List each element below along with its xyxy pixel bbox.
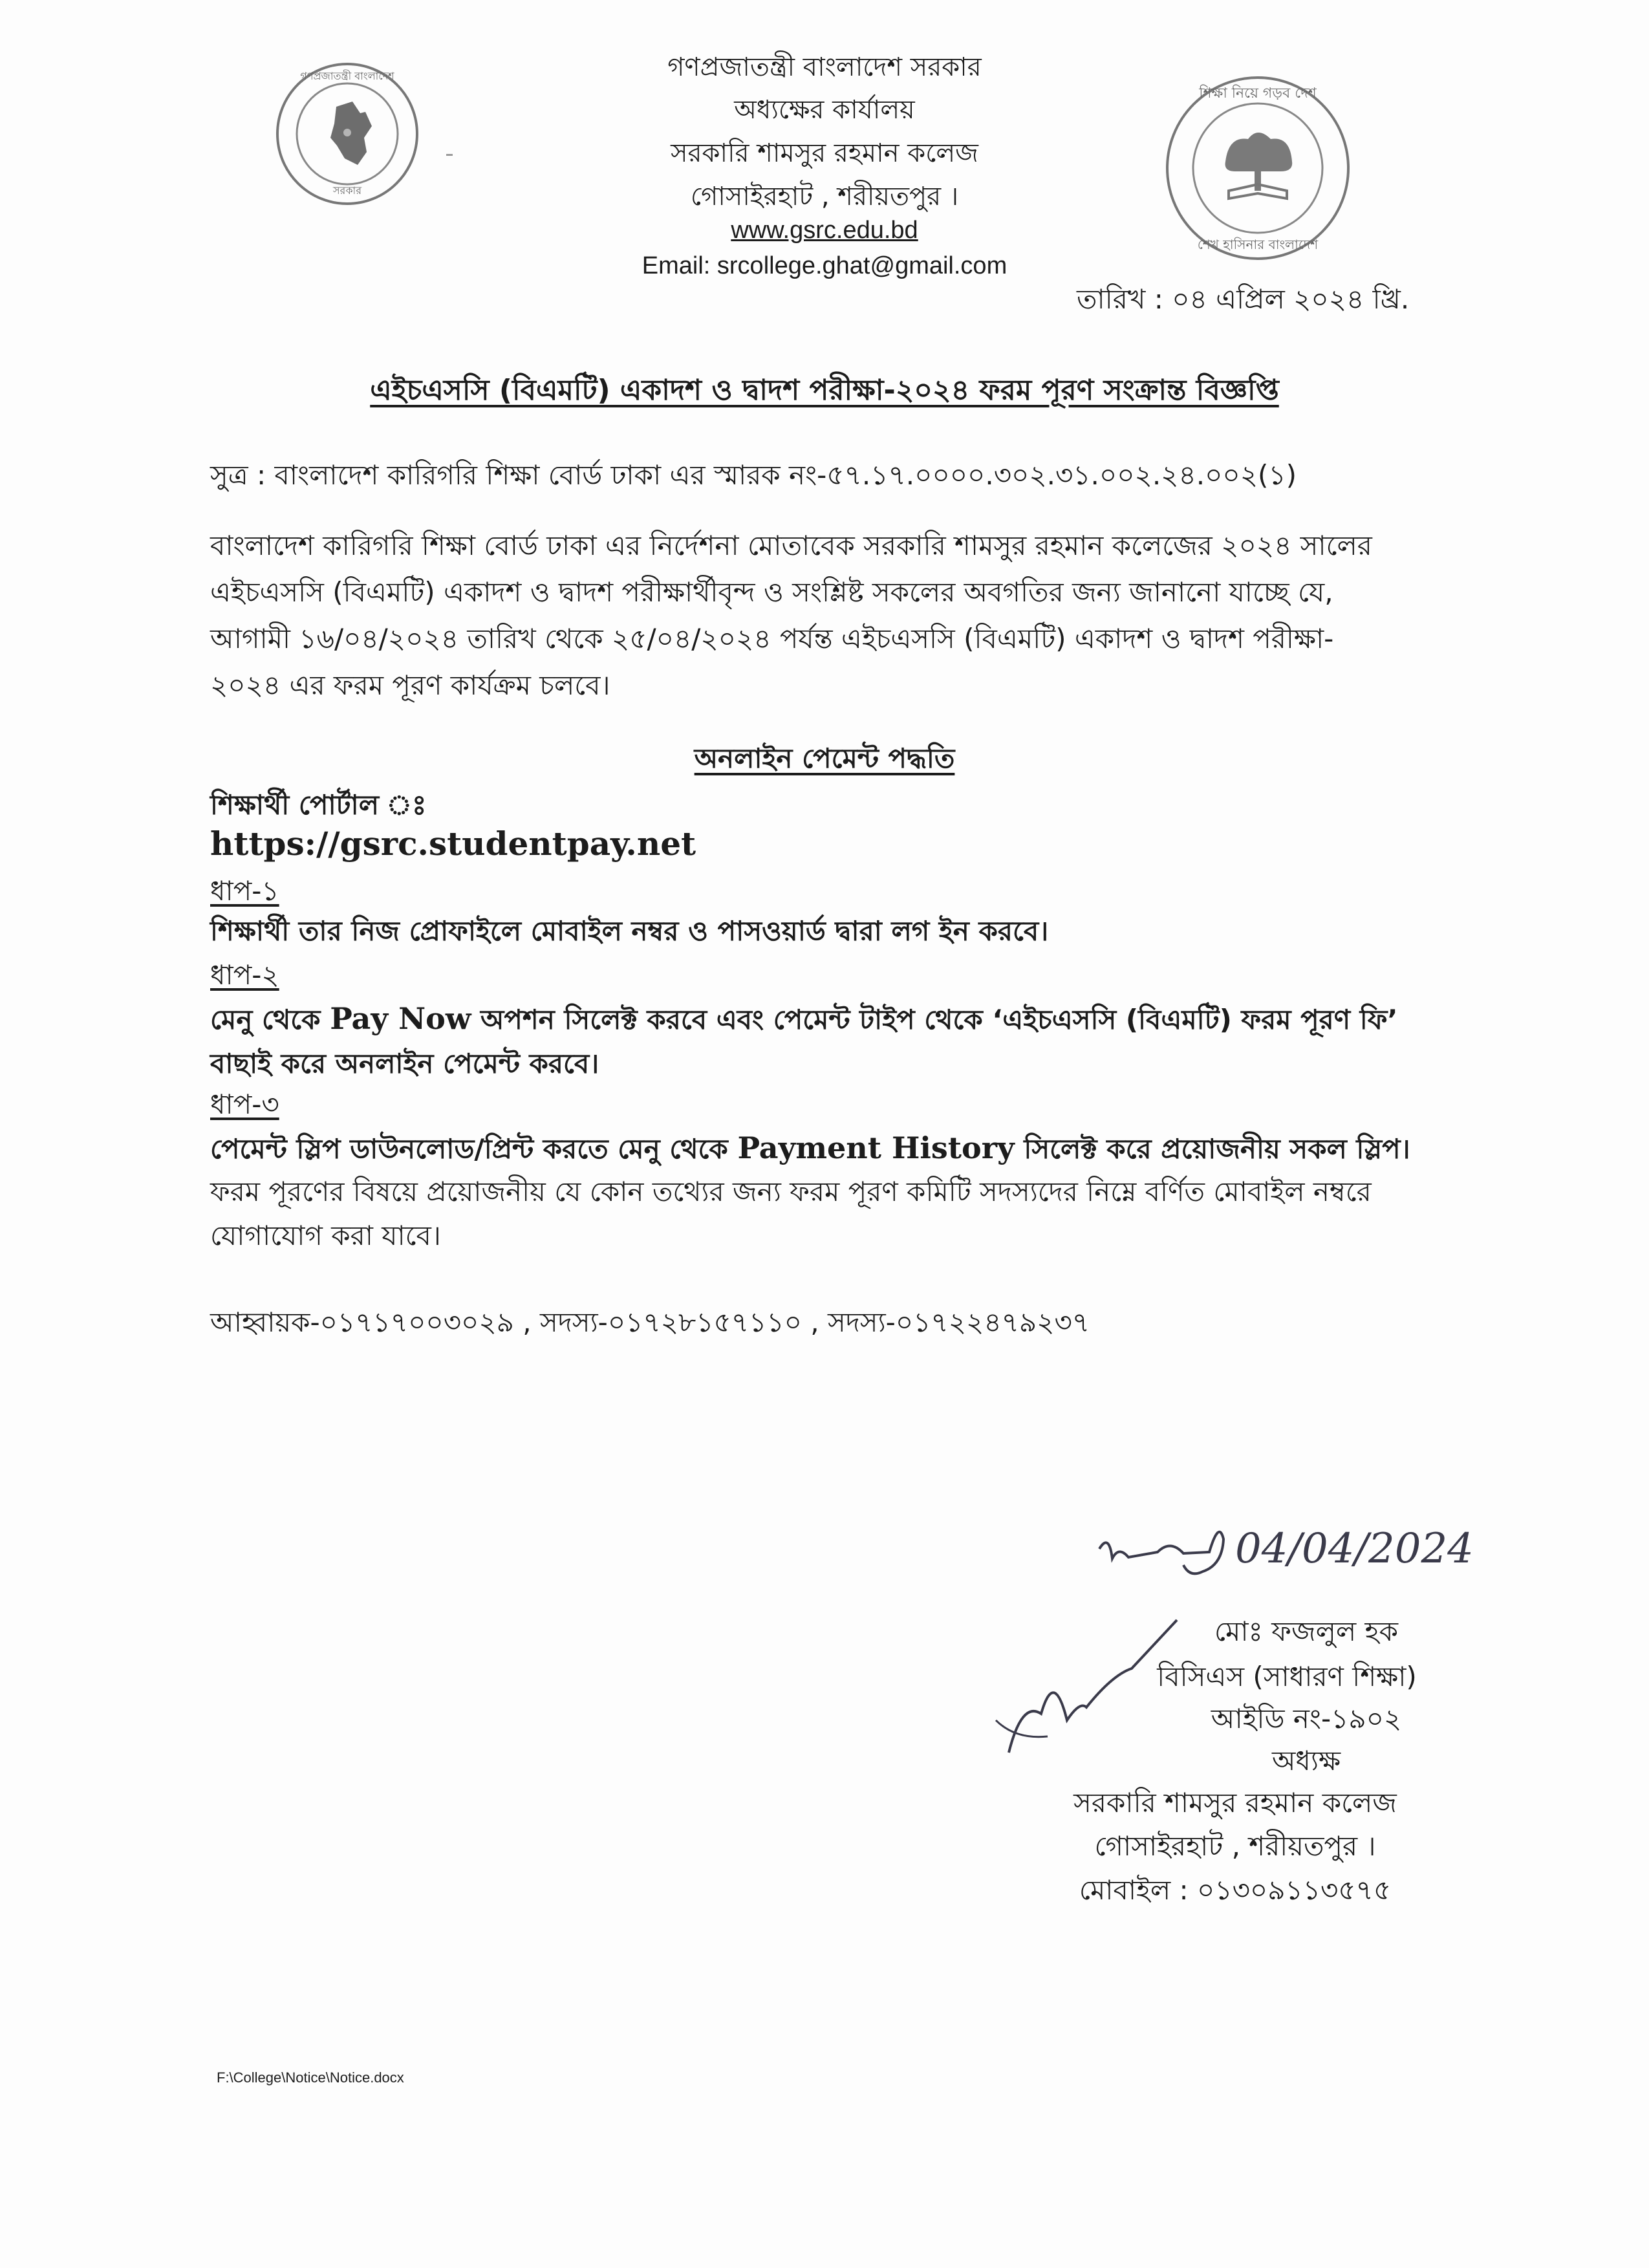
principal-designation: অধ্যক্ষ bbox=[1271, 1745, 1341, 1777]
signature-college: সরকারি শামসুর রহমান কলেজ bbox=[1073, 1787, 1397, 1819]
step3-pre: পেমেন্ট স্লিপ ডাউনলোড/প্রিন্ট করতে মেনু থেকে bbox=[210, 1133, 738, 1165]
step2-label: ধাপ-২ bbox=[210, 959, 279, 991]
signature-address: গোসাইরহাট , শরীয়তপুর । bbox=[1094, 1830, 1376, 1862]
signature-mobile: মোবাইল : ০১৩০৯১১৩৫৭৫ bbox=[1079, 1874, 1392, 1906]
intro-line: এইচএসসি (বিএমটি) একাদশ ও দ্বাদশ পরীক্ষার্থীবৃন্দ ও সংশ্লিষ্ট সকলের অবগতির জন্য জানানো যাচ্ছে যে, bbox=[210, 576, 1333, 608]
contact-line-2: যোগাযোগ করা যাবে। bbox=[210, 1220, 441, 1251]
intro-line: ২০২৪ এর ফরম পূরণ কার্যক্রম চলবে। bbox=[210, 669, 610, 701]
portal-label: শিক্ষার্থী পোর্টাল ঃ bbox=[210, 789, 427, 821]
step2-option-name: Pay Now bbox=[330, 1001, 471, 1036]
committee-contacts: আহ্বায়ক-০১৭১৭০০৩০২৯ , সদস্য-০১৭২৮১৫৭১১০ , সদস্য-০১৭২২৪৭৯২৩৭ bbox=[210, 1306, 1090, 1338]
step2-text bbox=[210, 996, 1397, 1042]
office-name: অধ্যক্ষের কার্যালয় bbox=[734, 95, 915, 125]
step1-text: শিক্ষার্থী তার নিজ প্রোফাইলে মোবাইল নম্বর ও পাসওয়ার্ড দ্বারা লগ ইন করবে। bbox=[210, 915, 1049, 947]
portal-url-link[interactable]: https://gsrc.studentpay.net bbox=[210, 825, 696, 863]
step2-post: অপশন সিলেক্ট করবে এবং পেমেন্ট টাইপ থেকে ‘এইচএসসি (বিএমটি) ফরম পূরণ ফি’ bbox=[471, 1004, 1398, 1035]
intro-paragraph bbox=[210, 523, 1487, 709]
payment-heading: অনলাইন পেমেন্ট পদ্ধতি bbox=[694, 742, 955, 774]
intro-line: আগামী ১৬/০৪/২০২৪ তারিখ থেকে ২৫/০৪/২০২৪ পর্যন্ত এইচএসসি (বিএমটি) একাদশ ও দ্বাদশ পরীক্ষা- bbox=[210, 623, 1334, 654]
college-address: গোসাইরহাট , শরীয়তপুর । bbox=[690, 182, 959, 211]
svg-text:সরকার: সরকার bbox=[332, 184, 362, 197]
file-path: F:\College\Notice\Notice.docx bbox=[217, 2069, 404, 2086]
govt-name: গণপ্রজাতন্ত্রী বাংলাদেশ সরকার bbox=[667, 52, 982, 82]
principal-id: আইডি নং-১৯০২ bbox=[1211, 1703, 1402, 1734]
college-name: সরকারি শামসুর রহমান কলেজ bbox=[671, 138, 978, 168]
step3-option-name: Payment History bbox=[737, 1130, 1015, 1165]
svg-text:শেখ হাসিনার বাংলাদেশ: শেখ হাসিনার বাংলাদেশ bbox=[1197, 237, 1319, 252]
step3-label: ধাপ-৩ bbox=[210, 1088, 279, 1120]
step2-line2: বাছাই করে অনলাইন পেমেন্ট করবে। bbox=[210, 1048, 599, 1079]
step2-pre: মেনু থেকে bbox=[210, 1004, 330, 1035]
principal-cadre: বিসিএস (সাধারণ শিক্ষা) bbox=[1157, 1661, 1417, 1692]
step3-post: সিলেক্ট করে প্রয়োজনীয় সকল স্লিপ। bbox=[1014, 1133, 1410, 1165]
notice-date: তারিখ : ০৪ এপ্রিল ২০২৪ খ্রি. bbox=[1077, 283, 1410, 315]
contact-line-1: ফরম পূরণের বিষয়ে প্রয়োজনীয় যে কোন তথ্যের জন্য ফরম পূরণ কমিটি সদস্যদের নিম্নে বর্ণিত মোবাইল নম্বরে bbox=[210, 1176, 1372, 1207]
handwritten-date: 04/04/2024 bbox=[1235, 1525, 1474, 1573]
svg-text:শিক্ষা নিয়ে গড়ব দেশ: শিক্ষা নিয়ে গড়ব দেশ bbox=[1199, 85, 1317, 102]
intro-line: বাংলাদেশ কারিগরি শিক্ষা বোর্ড ঢাকা এর নির্দেশনা মোতাবেক সরকারি শামসুর রহমান কলেজের ২০২৪ সালের bbox=[210, 530, 1372, 561]
notice-title: এইচএসসি (বিএমটি) একাদশ ও দ্বাদশ পরীক্ষা-২০২৪ ফরম পূরণ সংক্রান্ত বিজ্ঞপ্তি bbox=[370, 374, 1279, 407]
website-link[interactable]: www.gsrc.edu.bd bbox=[731, 217, 918, 244]
reference-line: সুত্র : বাংলাদেশ কারিগরি শিক্ষা বোর্ড ঢাকা এর স্মারক নং-৫৭.১৭.০০০০.৩০২.৩১.০০২.২৪.০০২(১) bbox=[210, 459, 1297, 491]
principal-name: মোঃ ফজলুল হক bbox=[1214, 1615, 1398, 1647]
email-address: Email: srcollege.ghat@gmail.com bbox=[641, 252, 1008, 279]
svg-text:গণপ্রজাতন্ত্রী বাংলাদেশ: গণপ্রজাতন্ত্রী বাংলাদেশ bbox=[300, 70, 394, 82]
step3-text bbox=[210, 1125, 1410, 1172]
step1-label: ধাপ-১ bbox=[210, 875, 279, 907]
